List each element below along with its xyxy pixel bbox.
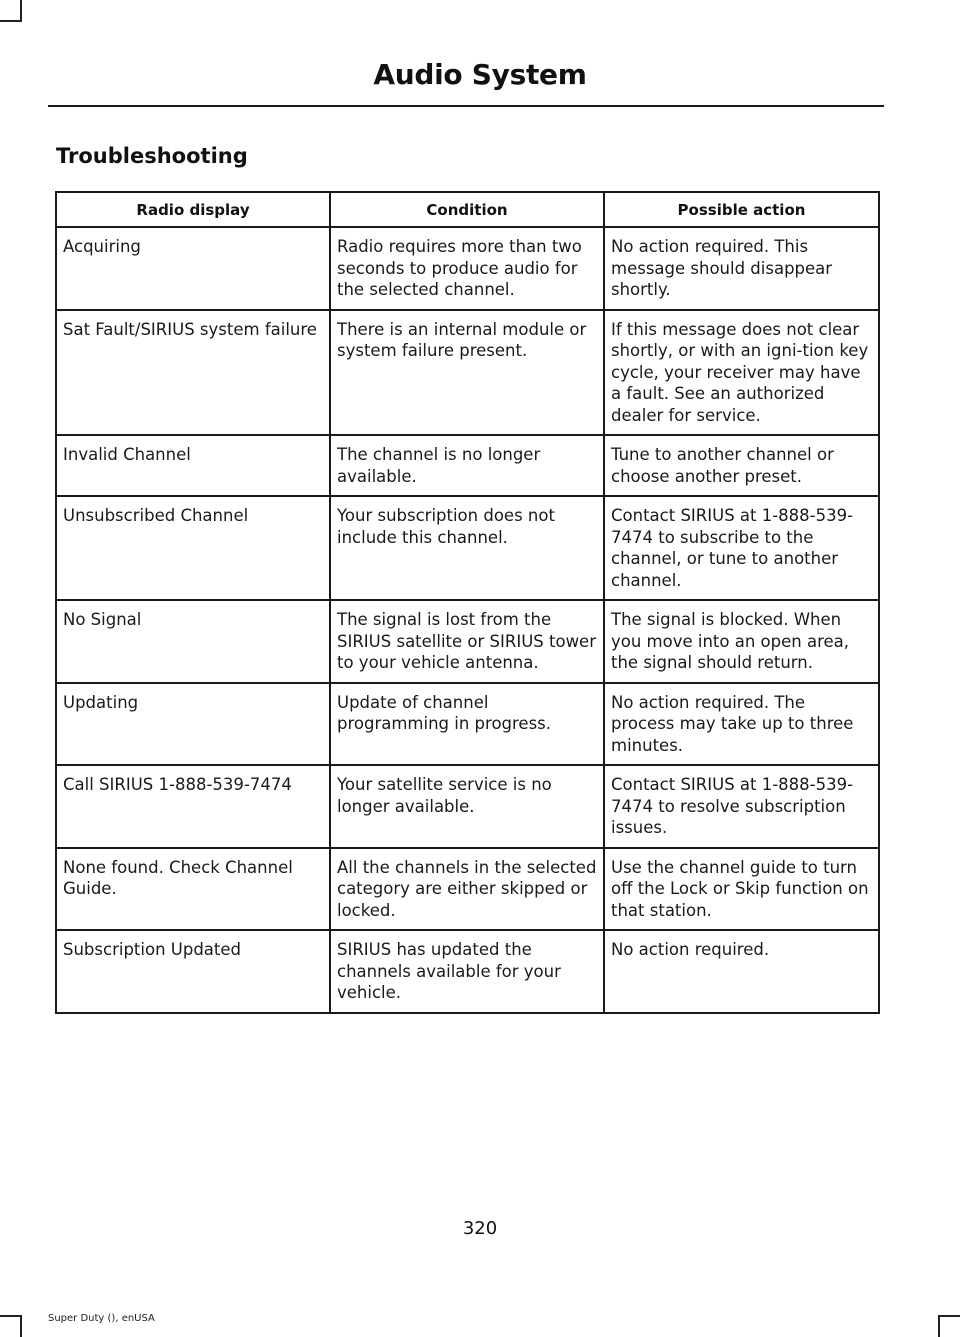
- cell-radio-display: Subscription Updated: [56, 930, 330, 1013]
- cell-condition: The signal is lost from the SIRIUS satellite or SIRIUS tower to your vehicle antenna.: [330, 600, 604, 683]
- cell-possible-action: No action required. This message should disappear shortly.: [604, 227, 879, 310]
- page-number: 320: [462, 1218, 498, 1239]
- cell-radio-display: Call SIRIUS 1-888-539-7474: [56, 765, 330, 848]
- cell-radio-display: Sat Fault/SIRIUS system failure: [56, 310, 330, 436]
- cell-possible-action: Tune to another channel or choose another preset.: [604, 435, 879, 496]
- cell-possible-action: No action required.: [604, 930, 879, 1013]
- crop-mark-top-left-vertical: [20, 0, 22, 22]
- cell-possible-action: Contact SIRIUS at 1-888-539-7474 to subscribe to the channel, or tune to another channel.: [604, 496, 879, 600]
- table-row: [56, 435, 879, 496]
- table-row: [56, 600, 879, 683]
- cell-radio-display: Unsubscribed Channel: [56, 496, 330, 600]
- troubleshooting-table: [55, 191, 880, 1014]
- cell-condition: There is an internal module or system failure present.: [330, 310, 604, 436]
- cell-condition: All the channels in the selected category are either skipped or locked.: [330, 848, 604, 931]
- cell-radio-display: Invalid Channel: [56, 435, 330, 496]
- cell-condition: Your subscription does not include this channel.: [330, 496, 604, 600]
- table-row: [56, 765, 879, 848]
- table-row: [56, 848, 879, 931]
- table-row: [56, 310, 879, 436]
- column-header-condition: Condition: [330, 192, 604, 227]
- cell-radio-display: Updating: [56, 683, 330, 766]
- crop-mark-bottom-right-vertical: [938, 1315, 940, 1337]
- cell-possible-action: Contact SIRIUS at 1-888-539-7474 to resolve subscription issues.: [604, 765, 879, 848]
- cell-radio-display: None found. Check Channel Guide.: [56, 848, 330, 931]
- header-divider: [48, 105, 884, 107]
- cell-possible-action: If this message does not clear shortly, or with an igni-tion key cycle, your receiver may have a fault. See an authorized dealer for service.: [604, 310, 879, 436]
- cell-condition: Update of channel programming in progress.: [330, 683, 604, 766]
- cell-radio-display: Acquiring: [56, 227, 330, 310]
- table-row: [56, 496, 879, 600]
- table-row: [56, 227, 879, 310]
- page-header-title: Audio System: [373, 58, 587, 91]
- crop-mark-top-left-horizontal: [0, 20, 22, 22]
- edition-footer: Super Duty (), enUSA: [48, 1313, 155, 1324]
- cell-condition: Your satellite service is no longer available.: [330, 765, 604, 848]
- section-title: Troubleshooting: [56, 144, 248, 168]
- table-header-row: [56, 192, 879, 227]
- column-header-possible-action: Possible action: [604, 192, 879, 227]
- table-row: [56, 930, 879, 1013]
- table-row: [56, 683, 879, 766]
- cell-radio-display: No Signal: [56, 600, 330, 683]
- crop-mark-bottom-left-vertical: [20, 1315, 22, 1337]
- crop-mark-bottom-left-horizontal: [0, 1315, 22, 1317]
- cell-possible-action: The signal is blocked. When you move into an open area, the signal should return.: [604, 600, 879, 683]
- crop-mark-bottom-right-horizontal: [938, 1315, 960, 1317]
- cell-condition: SIRIUS has updated the channels available for your vehicle.: [330, 930, 604, 1013]
- cell-condition: Radio requires more than two seconds to produce audio for the selected channel.: [330, 227, 604, 310]
- cell-condition: The channel is no longer available.: [330, 435, 604, 496]
- cell-possible-action: Use the channel guide to turn off the Lock or Skip function on that station.: [604, 848, 879, 931]
- column-header-radio-display: Radio display: [56, 192, 330, 227]
- cell-possible-action: No action required. The process may take up to three minutes.: [604, 683, 879, 766]
